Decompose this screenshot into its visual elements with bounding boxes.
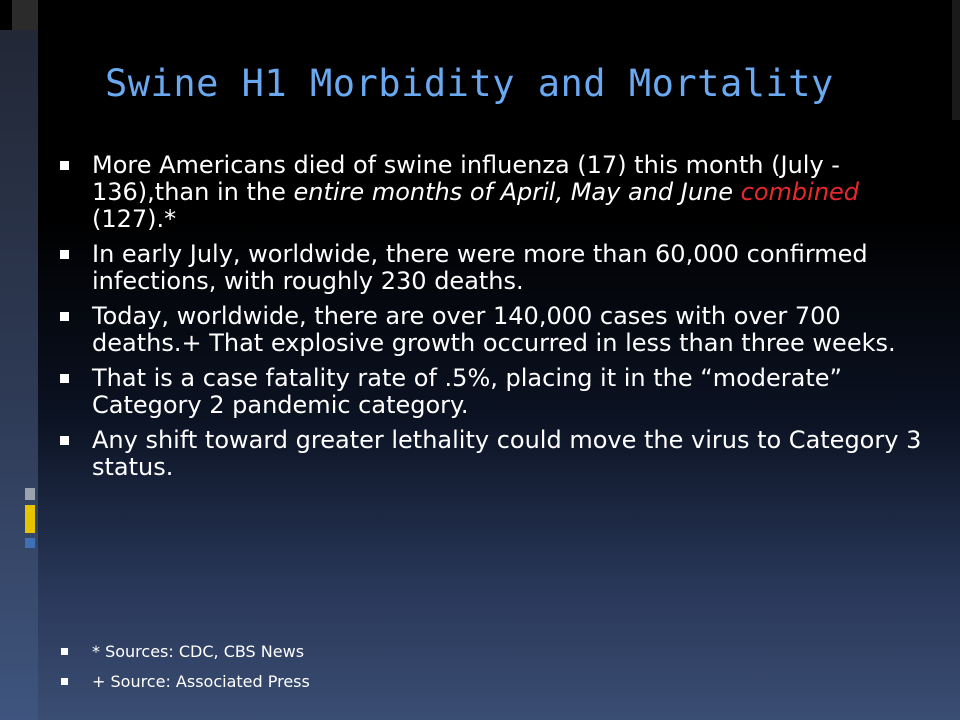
bullet-item (58, 365, 928, 419)
bullet-text: More Americans died of swine influenza (17) this month (July - 136),than in the (92, 151, 840, 206)
source-text: + Source: Associated Press (92, 672, 310, 691)
source-item (58, 673, 918, 691)
decorative-mark-blue (25, 538, 35, 548)
source-item (58, 643, 918, 661)
decorative-square-top (12, 0, 38, 30)
decorative-mark-gray (25, 488, 35, 500)
square-bullet-icon (61, 678, 68, 685)
decorative-square-top-inner (0, 0, 12, 30)
bullet-text: Today, worldwide, there are over 140,000 cases with over 700 deaths.+ That explosive growth occurred in less than three weeks. (92, 302, 896, 357)
square-bullet-icon (60, 374, 69, 383)
bullet-item (58, 303, 928, 357)
source-text: * Sources: CDC, CBS News (92, 642, 305, 661)
bullet-text: In early July, worldwide, there were more than 60,000 confirmed infections, with roughly 230 deaths. (92, 240, 868, 295)
square-bullet-icon (60, 250, 69, 259)
bullet-text-end: (127).* (92, 205, 177, 233)
sources-list (58, 643, 918, 703)
square-bullet-icon (61, 648, 68, 655)
bullet-text: Any shift toward greater lethality could move the virus to Category 3 status. (92, 426, 922, 481)
bullet-item (58, 427, 928, 481)
bullet-text: That is a case fatality rate of .5%, placing it in the “moderate” Category 2 pandemic category. (92, 364, 842, 419)
bullet-list (58, 152, 928, 489)
left-accent-strip (0, 0, 38, 720)
bullet-item (58, 152, 928, 233)
square-bullet-icon (60, 161, 69, 170)
decorative-mark-yellow (25, 505, 35, 533)
bullet-highlight-text: combined (740, 178, 860, 206)
slide-title: Swine H1 Morbidity and Mortality (105, 62, 834, 105)
decorative-bar-right-1 (952, 0, 960, 120)
bullet-item (58, 241, 928, 295)
bullet-italic-text: entire months of April, May and June (293, 178, 734, 206)
square-bullet-icon (60, 312, 69, 321)
square-bullet-icon (60, 436, 69, 445)
bullet-space (733, 178, 741, 206)
